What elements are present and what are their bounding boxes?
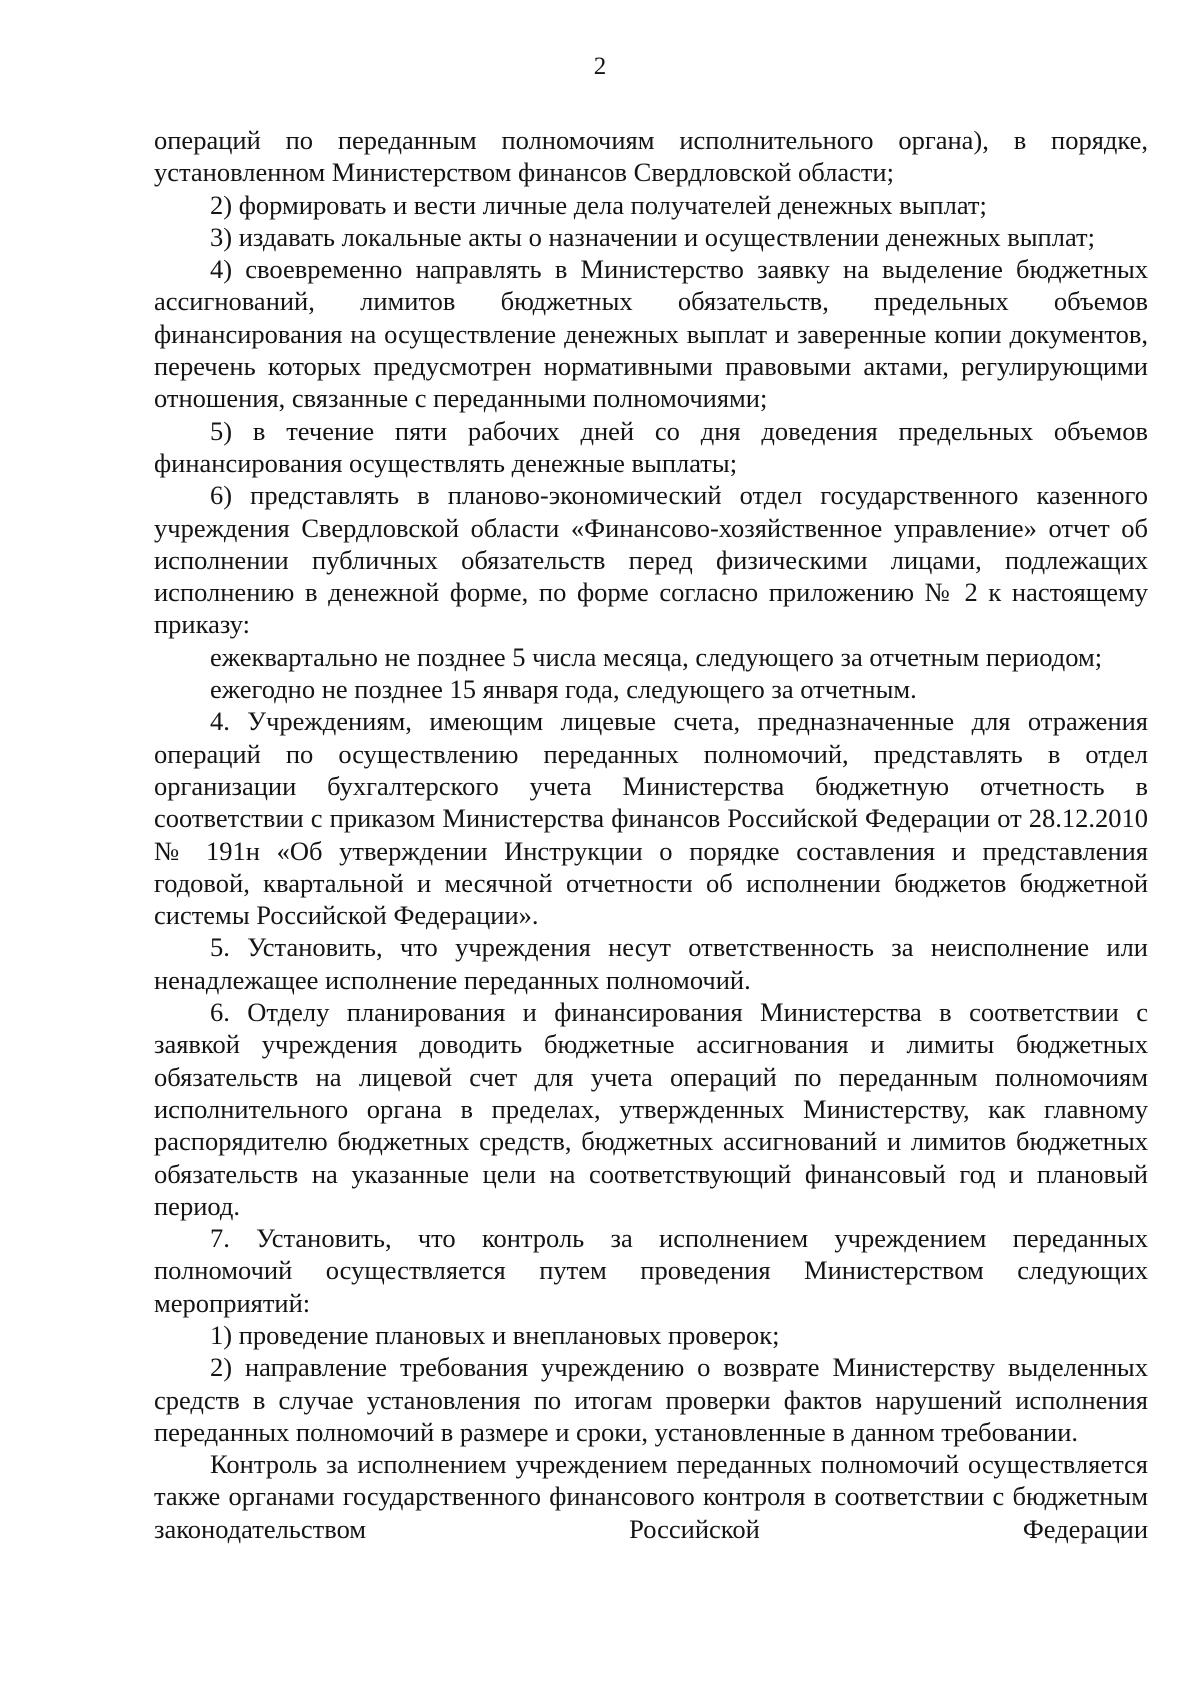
paragraph-item-2: 2) формировать и вести личные дела получателей денежных выплат;: [210, 189, 987, 220]
document-body: [154, 124, 1148, 1545]
paragraph-continuation: операций по переданным полномочиям исполнительного органа), в порядке, установленном Министерством финансов Свердловской области;: [154, 125, 1148, 188]
paragraph-quarterly: ежеквартально не позднее 5 числа месяца, следующего за отчетным периодом;: [210, 641, 1103, 672]
paragraph-item-6: 6) представлять в планово-экономический отдел государственного казенного учреждения Свердловской области «Финансово-хозяйственное управление» отчет об исполнении публичных обязательств перед физическими лицами, подлежащих исполнению в денежной форме, по форме согласно приложению № 2 к настоящему приказу:: [154, 480, 1148, 640]
paragraph-clause-4: 4. Учреждениям, имеющим лицевые счета, предназначенные для отражения операций по осуществлению переданных полномочий, представлять в отдел организации бухгалтерского учета Министерства бюджетную отчетность в соответствии с приказом Министерства финансов Российской Федерации от 28.12.2010 № 191н «Об утверждении Инструкции о порядке составления и представления годовой, квартальной и месячной отчетности об исполнении бюджетов бюджетной системы Российской Федерации».: [154, 706, 1148, 931]
paragraph-control: Контроль за исполнением учреждением переданных полномочий осуществляется также органами государственного финансового контроля в соответствии с бюджетным законодательством Российской Федерации: [154, 1449, 1148, 1544]
paragraph-item-3: 3) издавать локальные акты о назначении и осуществлении денежных выплат;: [210, 221, 1095, 252]
page-number: 2: [593, 53, 607, 80]
paragraph-clause-7-item-2: 2) направление требования учреждению о возврате Министерству выделенных средств в случае установления по итогам проверки фактов нарушений исполнения переданных полномочий в размере и сроки, установленные в данном требовании.: [154, 1352, 1148, 1447]
paragraph-clause-7-item-1: 1) проведение плановых и внеплановых проверок;: [210, 1319, 780, 1350]
paragraph-item-5: 5) в течение пяти рабочих дней со дня доведения предельных объемов финансирования осуществлять денежные выплаты;: [154, 415, 1148, 478]
paragraph-yearly: ежегодно не позднее 15 января года, следующего за отчетным.: [210, 674, 917, 705]
paragraph-clause-6: 6. Отделу планирования и финансирования Министерства в соответствии с заявкой учреждения доводить бюджетные ассигнования и лимиты бюджетных обязательств на лицевой счет для учета операций по переданным полномочиям исполнительного органа в пределах, утвержденных Министерству, как главному распорядителю бюджетных средств, бюджетных ассигнований и лимитов бюджетных обязательств на указанные цели на соответствующий финансовый год и плановый период.: [154, 997, 1148, 1221]
paragraph-item-4: 4) своевременно направлять в Министерство заявку на выделение бюджетных ассигнований, лимитов бюджетных обязательств, предельных объемов финансирования на осуществление денежных выплат и заверенные копии документов, перечень которых предусмотрен нормативными правовыми актами, регулирующими отношения, связанные с переданными полномочиями;: [154, 254, 1148, 414]
paragraph-clause-7: 7. Установить, что контроль за исполнением учреждением переданных полномочий осуществляется путем проведения Министерством следующих мероприятий:: [154, 1223, 1148, 1318]
paragraph-clause-5: 5. Установить, что учреждения несут ответственность за неисполнение или ненадлежащее исполнение переданных полномочий.: [154, 932, 1148, 995]
